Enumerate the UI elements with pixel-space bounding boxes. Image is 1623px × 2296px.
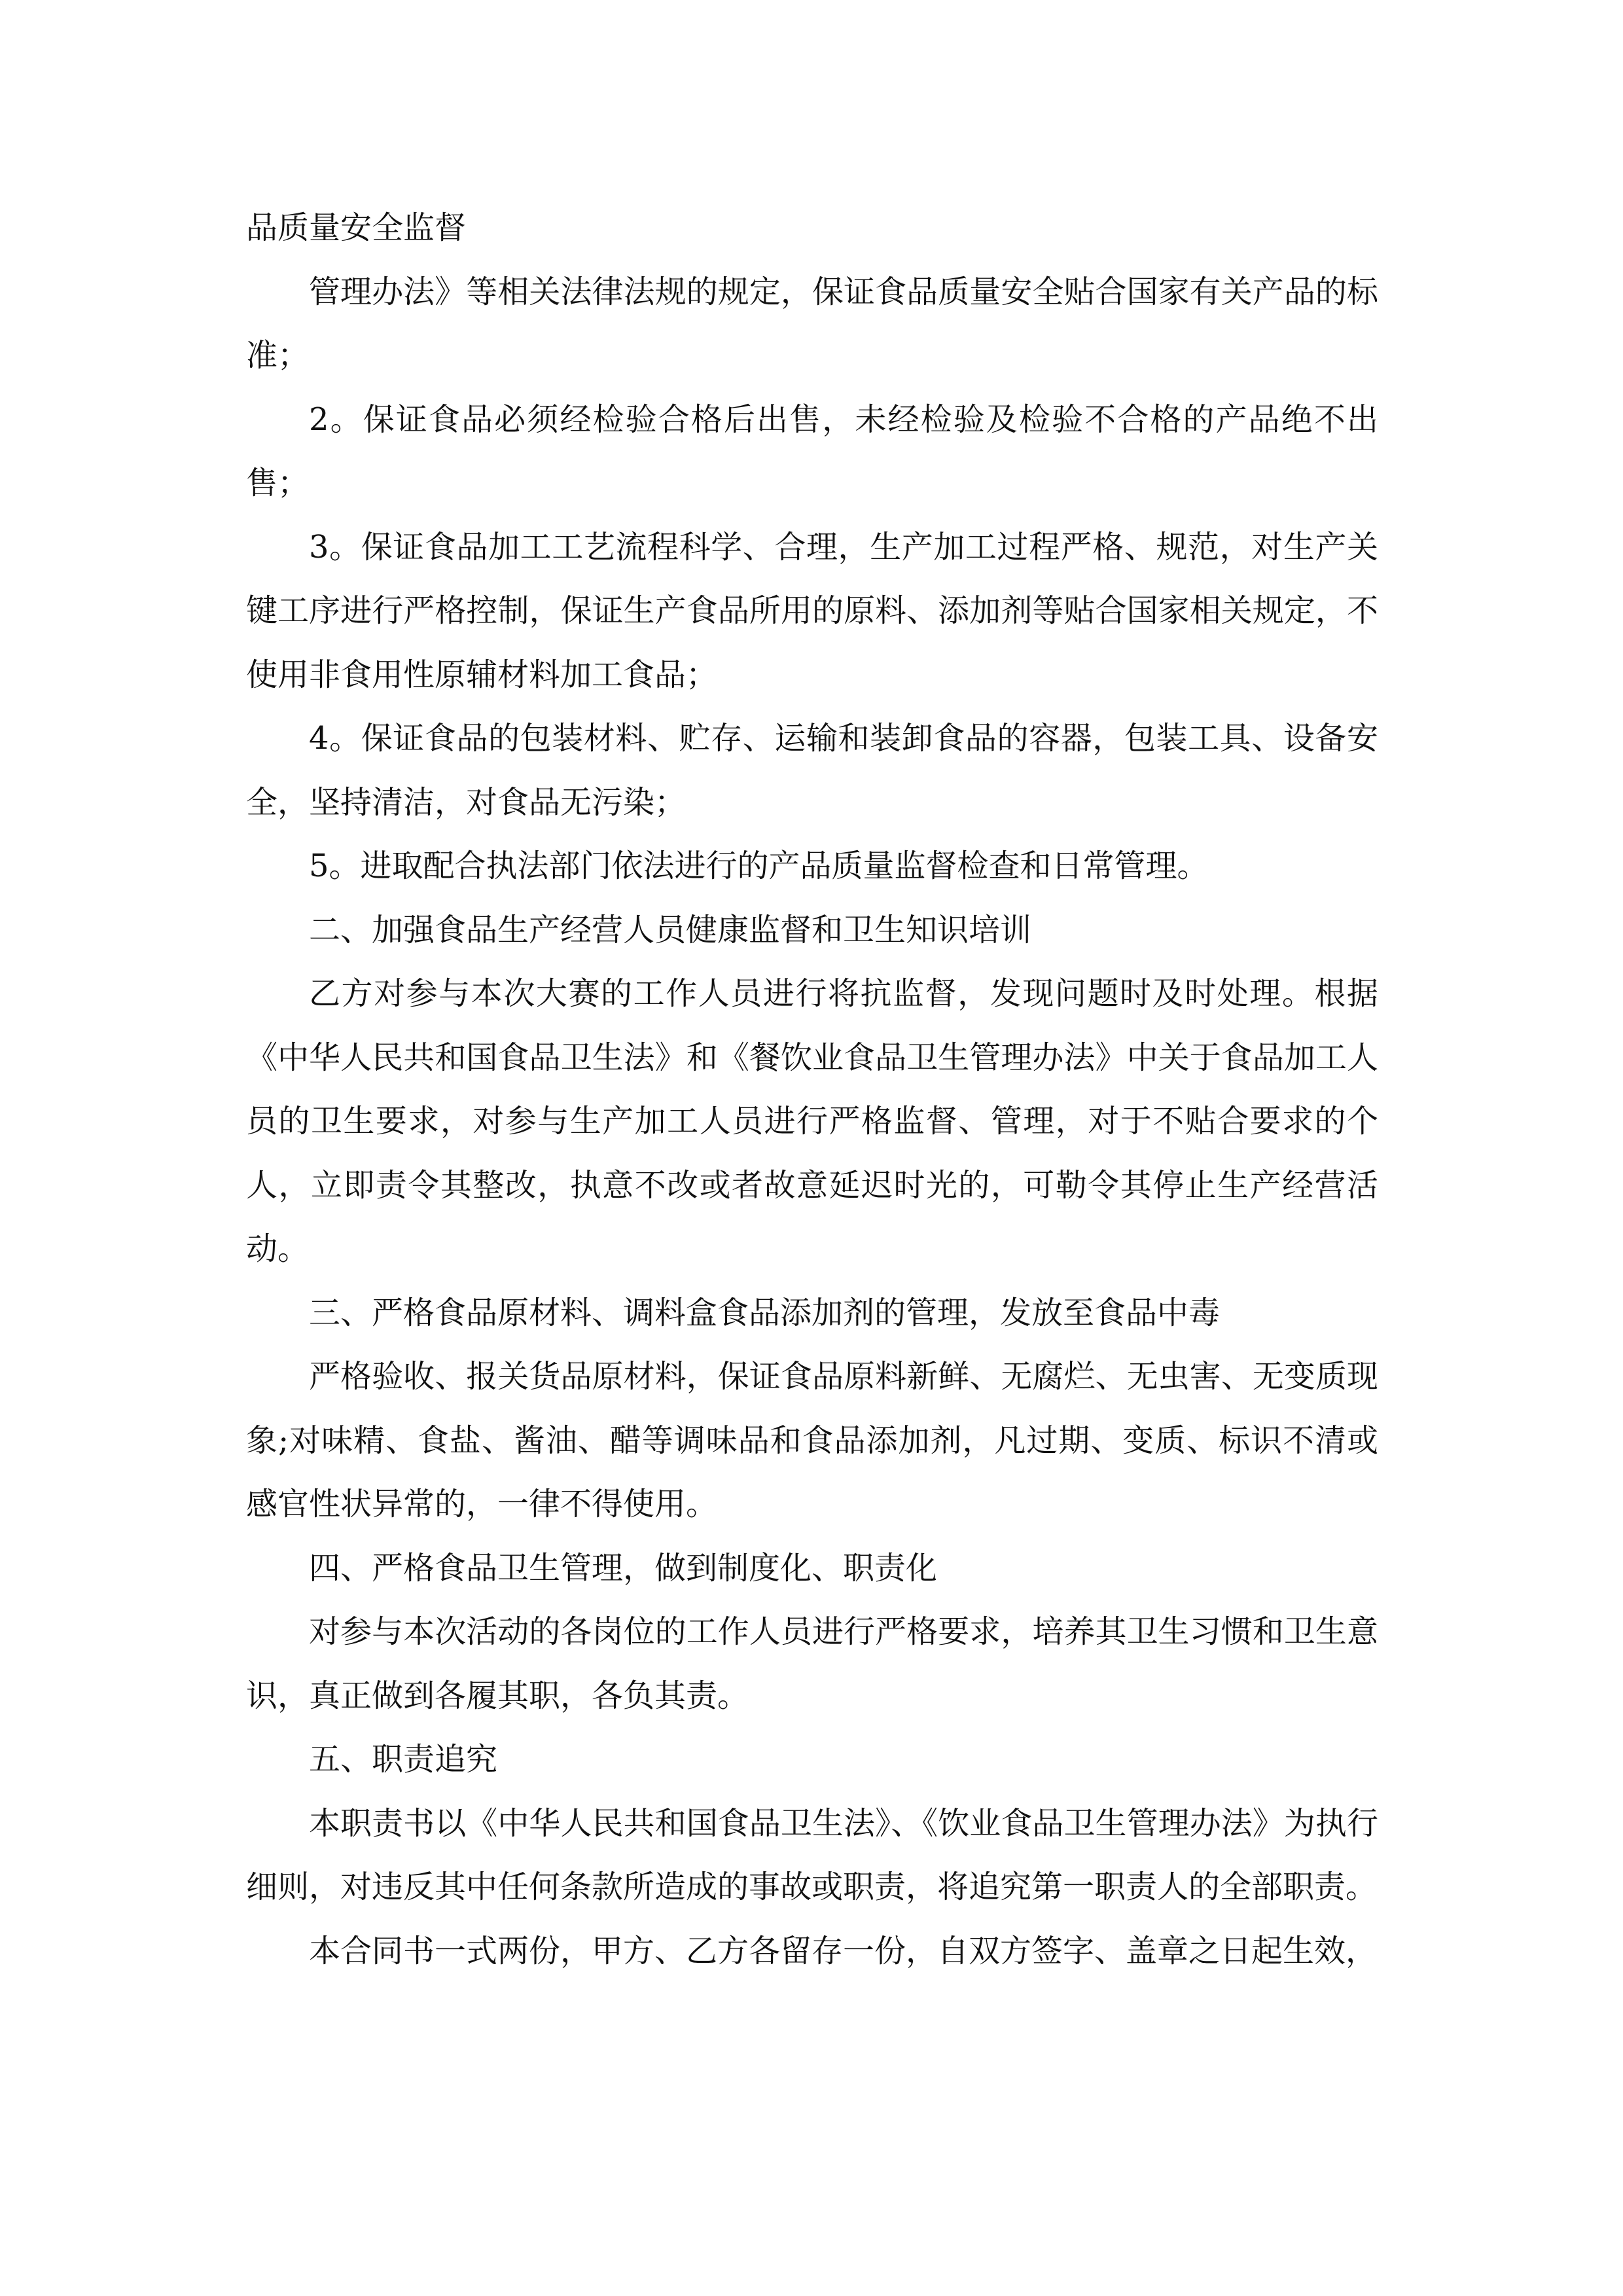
paragraph-section-5-body: 本职责书以《中华人民共和国食品卫生法》、《饮业食品卫生管理办法》为执行细则，对违反其中任何条款所造成的事故或职责，将追究第一职责人的全部职责。 bbox=[246, 1804, 1378, 1905]
paragraph-item-4: 4。保证食品的包装材料、贮存、运输和装卸食品的容器，包装工具、设备安全，坚持清洁，对食品无污染； bbox=[246, 720, 1378, 821]
paragraph-item-5: 5。进取配合执法部门依法进行的产品质量监督检查和日常管理。 bbox=[309, 848, 1209, 884]
section-heading-4: 四、严格食品卫生管理，做到制度化、职责化 bbox=[309, 1549, 938, 1587]
paragraph-section-2-body: 乙方对参与本次大赛的工作人员进行将抗监督，发现问题时及时处理。根据《中华人民共和国食品卫生法》和《餐饮业食品卫生管理办法》中关于食品加工人员的卫生要求，对参与生产加工人员进行严格监督、管理，对于不贴合要求的个人，立即责令其整改，执意不改或者故意延迟时光的，可勒令其停止生产经营活动。 bbox=[246, 975, 1378, 1267]
section-heading-5: 五、职责追究 bbox=[309, 1741, 498, 1778]
paragraph-item-3: 3。保证食品加工工艺流程科学、合理，生产加工过程严格、规范，对生产关键工序进行严格控制，保证生产食品所用的原料、添加剂等贴合国家相关规定，不使用非食用性原辅材料加工食品； bbox=[246, 528, 1378, 693]
section-heading-2: 二、加强食品生产经营人员健康监督和卫生知识培训 bbox=[309, 911, 1032, 948]
section-heading-3: 三、严格食品原材料、调料盒食品添加剂的管理，发放至食品中毒 bbox=[309, 1294, 1221, 1331]
paragraph-section-4-body: 对参与本次活动的各岗位的工作人员进行严格要求，培养其卫生习惯和卫生意识，真正做到各履其职，各负其责。 bbox=[246, 1613, 1378, 1714]
paragraph-contract-copies: 本合同书一式两份，甲方、乙方各留存一份，自双方签字、盖章之日起生效， bbox=[309, 1932, 1378, 1969]
paragraph-continuation: 品质量安全监督 bbox=[246, 209, 467, 246]
paragraph-item-2: 2。保证食品必须经检验合格后出售，未经检验及检验不合格的产品绝不出售； bbox=[246, 401, 1378, 501]
paragraph-standards: 管理办法》等相关法律法规的规定，保证食品质量安全贴合国家有关产品的标准； bbox=[246, 273, 1378, 374]
document-page bbox=[246, 196, 1378, 1983]
paragraph-section-3-body: 严格验收、报关货品原材料，保证食品原料新鲜、无腐烂、无虫害、无变质现象;对味精、食盐、酱油、醋等调味品和食品添加剂，凡过期、变质、标识不清或感官性状异常的，一律不得使用。 bbox=[246, 1358, 1378, 1522]
